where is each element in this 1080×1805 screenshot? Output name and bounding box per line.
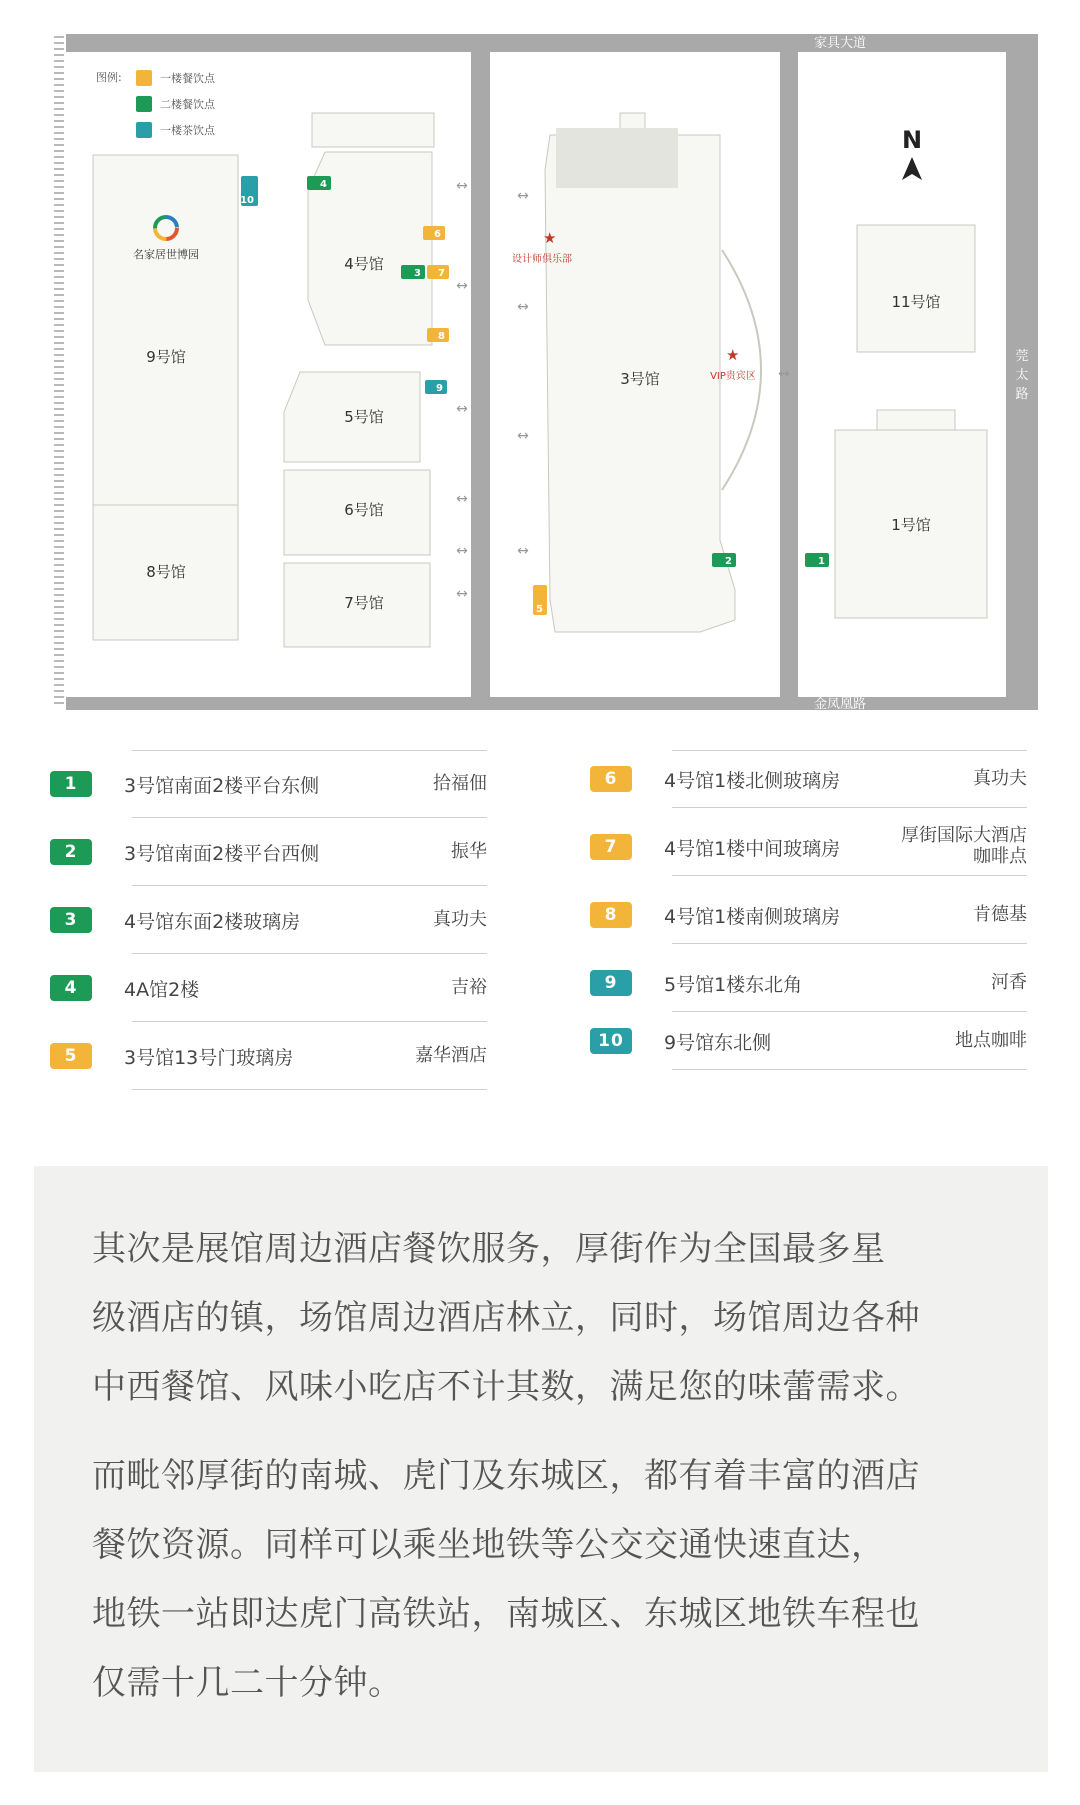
stripe	[54, 588, 64, 590]
stripe	[54, 558, 64, 560]
hall-3-label: 3号馆	[620, 370, 660, 388]
top-divider	[132, 750, 487, 751]
stripe	[54, 696, 64, 698]
stripe	[54, 510, 64, 512]
stripe	[54, 360, 64, 362]
stripe	[54, 330, 64, 332]
stripe	[54, 270, 64, 272]
stripe	[54, 624, 64, 626]
restaurant-name-line: 拾福佃	[433, 772, 487, 794]
marker-number: 1	[818, 556, 825, 567]
double-arrow-icon: ↔	[456, 278, 468, 294]
stripe	[54, 660, 64, 662]
stripe	[54, 132, 64, 134]
stripe	[54, 516, 64, 518]
stripe	[54, 210, 64, 212]
restaurant-name-line: 真功夫	[973, 767, 1027, 789]
double-arrow-icon: ↔	[517, 543, 529, 559]
stripe	[54, 426, 64, 428]
stripe	[54, 96, 64, 98]
stripe	[54, 150, 64, 152]
stripe	[54, 324, 64, 326]
stripe	[54, 408, 64, 410]
stripe	[54, 420, 64, 422]
stripe	[54, 690, 64, 692]
panel-line: 而毗邻厚街的南城、虎门及东城区，都有着丰富的酒店	[92, 1456, 920, 1496]
panel-line: 中西餐馆、风味小吃店不计其数，满足您的味蕾需求。	[92, 1367, 920, 1407]
legend-floor1-food: 一楼餐饮点	[160, 72, 215, 85]
restaurant-name	[433, 910, 487, 931]
marker-1-icon	[805, 553, 829, 567]
brand-name: 名家居世博园	[133, 248, 199, 261]
stripe	[54, 396, 64, 398]
hall-4-label: 4号馆	[344, 255, 384, 273]
marker-number: 7	[438, 268, 445, 279]
restaurant-badge-icon: 6	[590, 766, 632, 792]
restaurant-name-line: 嘉华酒店	[415, 1044, 487, 1066]
stripe	[54, 84, 64, 86]
stripe	[54, 288, 64, 290]
stripe	[54, 318, 64, 320]
stripe	[54, 138, 64, 140]
restaurant-name-line: 振华	[451, 840, 487, 862]
legend-row	[50, 750, 487, 818]
restaurant-name	[973, 769, 1027, 790]
restaurant-name	[415, 1046, 487, 1067]
restaurant-name	[955, 1031, 1027, 1052]
stripe	[54, 168, 64, 170]
stripe	[54, 438, 64, 440]
hall-4a	[312, 113, 434, 147]
stripe	[54, 456, 64, 458]
marker-number: 4	[320, 179, 327, 190]
restaurant-name-line: 河香	[991, 971, 1027, 993]
panel-line: 地铁一站即达虎门高铁站，南城区、东城区地铁车程也	[92, 1594, 920, 1634]
double-arrow-icon: ↔	[456, 543, 468, 559]
double-arrow-icon: ↔	[517, 299, 529, 315]
row-divider	[672, 875, 1027, 876]
stripe	[54, 504, 64, 506]
stripe	[54, 432, 64, 434]
restaurant-name-line: 咖啡点	[973, 846, 1027, 867]
hall-7-label: 7号馆	[344, 594, 384, 612]
road-top-label: 家具大道	[813, 36, 867, 51]
stripe	[54, 618, 64, 620]
restaurant-badge-icon: 9	[590, 970, 632, 996]
location-desc: 4号馆1楼南侧玻璃房	[664, 905, 841, 928]
location-desc: 3号馆13号门玻璃房	[124, 1046, 294, 1069]
panel-line: 其次是展馆周边酒店餐饮服务，厚街作为全国最多星	[92, 1229, 886, 1269]
north-label: N	[901, 126, 923, 154]
stripe	[54, 702, 64, 704]
stripe	[54, 636, 64, 638]
road-right-label-2: 太	[1015, 368, 1029, 383]
location-desc: 4A馆2楼	[124, 978, 200, 1001]
restaurant-name	[451, 842, 487, 863]
stripe	[54, 594, 64, 596]
legend-row	[50, 954, 487, 1022]
marker-number: 2	[725, 556, 732, 567]
stripe	[54, 654, 64, 656]
hall-11	[857, 225, 975, 352]
stripe	[54, 252, 64, 254]
location-desc: 5号馆1楼东北角	[664, 973, 803, 996]
stripe	[54, 36, 64, 38]
stripe	[54, 678, 64, 680]
stripe	[54, 492, 64, 494]
stripe	[54, 486, 64, 488]
stripe	[54, 576, 64, 578]
star-icon: ★	[543, 229, 557, 247]
hall-8-label: 8号馆	[146, 563, 186, 581]
restaurant-badge-icon: 4	[50, 975, 92, 1001]
stripe	[54, 372, 64, 374]
paragraph-1	[92, 1215, 1002, 1422]
double-arrow-icon: ↔	[456, 178, 468, 194]
stripe	[54, 234, 64, 236]
panel-line: 级酒店的镇，场馆周边酒店林立，同时，场馆周边各种	[92, 1298, 920, 1338]
stripe	[54, 342, 64, 344]
legend-row	[50, 886, 487, 954]
stripe	[54, 582, 64, 584]
restaurant-name	[901, 826, 1027, 867]
stripe	[54, 336, 64, 338]
vip-label: VIP贵宾区	[710, 371, 756, 382]
legend-floor1-tea-icon	[136, 122, 152, 138]
stripe	[54, 600, 64, 602]
stripe	[54, 666, 64, 668]
stripe	[54, 672, 64, 674]
row-divider	[672, 943, 1027, 944]
restaurant-name	[451, 978, 487, 999]
info-panel	[34, 1166, 1048, 1772]
restaurant-badge-icon: 2	[50, 839, 92, 865]
stripe	[54, 648, 64, 650]
stripe	[54, 390, 64, 392]
stripe	[54, 204, 64, 206]
location-desc: 4号馆1楼中间玻璃房	[664, 837, 841, 860]
marker-number: 3	[414, 268, 421, 279]
stripe	[54, 228, 64, 230]
location-desc: 3号馆南面2楼平台东侧	[124, 774, 320, 797]
stripe	[54, 72, 64, 74]
paragraph-2	[92, 1442, 1002, 1718]
designer-club-label: 设计师俱乐部	[512, 254, 572, 265]
restaurant-badge-icon: 10	[590, 1028, 632, 1054]
stripe	[54, 564, 64, 566]
double-arrow-icon: ↔	[778, 366, 790, 382]
road-right-label-1: 莞	[1015, 349, 1029, 364]
stripe	[54, 384, 64, 386]
hall-11-label: 11号馆	[891, 293, 941, 311]
stripe	[54, 684, 64, 686]
marker-number: 9	[436, 383, 443, 394]
marker-number: 5	[536, 604, 543, 615]
legend-floor1-tea: 一楼茶饮点	[160, 124, 215, 137]
double-arrow-icon: ↔	[517, 428, 529, 444]
stripe	[54, 90, 64, 92]
restaurant-name	[991, 973, 1027, 994]
location-desc: 9号馆东北侧	[664, 1031, 772, 1054]
venue-map	[0, 0, 1080, 730]
stripe	[54, 300, 64, 302]
restaurant-badge-icon: 5	[50, 1043, 92, 1069]
stripe	[54, 42, 64, 44]
marker-number: 10	[240, 195, 254, 206]
marker-3-icon	[401, 265, 425, 279]
stripe	[54, 222, 64, 224]
stripe	[54, 528, 64, 530]
stripe	[54, 162, 64, 164]
stripe	[54, 444, 64, 446]
legend-row	[590, 818, 1027, 876]
stripe	[54, 414, 64, 416]
stripe	[54, 642, 64, 644]
stripe	[54, 570, 64, 572]
hall-3-annex	[556, 128, 678, 188]
stripe	[54, 402, 64, 404]
double-arrow-icon: ↔	[456, 491, 468, 507]
stripe	[54, 552, 64, 554]
row-divider	[672, 807, 1027, 808]
panel-line: 餐饮资源。同样可以乘坐地铁等公交交通快速直达，	[92, 1525, 886, 1565]
legend-floor2-food-icon	[136, 96, 152, 112]
stripe	[54, 630, 64, 632]
stripe	[54, 462, 64, 464]
stripe	[54, 102, 64, 104]
legend-floor1-food-icon	[136, 70, 152, 86]
double-arrow-icon: ↔	[456, 586, 468, 602]
marker-number: 8	[438, 331, 445, 342]
restaurant-name-line: 真功夫	[433, 908, 487, 930]
marker-4-icon	[307, 176, 331, 190]
stripe	[54, 498, 64, 500]
legend-floor2-food: 二楼餐饮点	[160, 98, 215, 111]
hall-9-label: 9号馆	[146, 348, 186, 366]
stripe	[54, 240, 64, 242]
stripe	[54, 378, 64, 380]
restaurant-badge-icon: 7	[590, 834, 632, 860]
marker-number: 6	[434, 229, 441, 240]
stripe	[54, 108, 64, 110]
stripe	[54, 606, 64, 608]
stripe	[54, 312, 64, 314]
restaurant-badge-icon: 3	[50, 907, 92, 933]
stripe	[54, 120, 64, 122]
location-desc: 4号馆1楼北侧玻璃房	[664, 769, 841, 792]
stripe	[54, 276, 64, 278]
stripe	[54, 522, 64, 524]
stripe	[54, 78, 64, 80]
restaurant-name-line: 地点咖啡	[955, 1029, 1027, 1051]
stripe	[54, 174, 64, 176]
road-bottom-label: 金凤凰路	[813, 697, 867, 712]
striped-edge	[52, 34, 66, 710]
stripe	[54, 114, 64, 116]
stripe	[54, 294, 64, 296]
legend-row	[590, 1012, 1027, 1070]
restaurant-name-line: 吉裕	[451, 976, 487, 998]
hall-9	[93, 155, 238, 505]
stripe	[54, 48, 64, 50]
stripe	[54, 468, 64, 470]
restaurant-name	[973, 905, 1027, 926]
double-arrow-icon: ↔	[456, 401, 468, 417]
hall-1-annex	[877, 410, 955, 430]
stripe	[54, 306, 64, 308]
row-divider	[672, 1069, 1027, 1070]
restaurant-name-line: 厚街国际大酒店	[901, 825, 1027, 847]
stripe	[54, 192, 64, 194]
stripe	[54, 258, 64, 260]
stripe	[54, 348, 64, 350]
stripe	[54, 546, 64, 548]
stripe	[54, 450, 64, 452]
restaurant-badge-icon: 1	[50, 771, 92, 797]
restaurant-name	[433, 774, 487, 795]
stripe	[54, 180, 64, 182]
stripe	[54, 66, 64, 68]
panel-line: 仅需十几二十分钟。	[92, 1663, 403, 1703]
stripe	[54, 144, 64, 146]
stripe	[54, 366, 64, 368]
restaurant-badge-icon: 8	[590, 902, 632, 928]
restaurant-legend	[0, 750, 1080, 1120]
hall-1-label: 1号馆	[891, 516, 931, 534]
stripe	[54, 216, 64, 218]
legend-row	[590, 886, 1027, 944]
stripe	[54, 264, 64, 266]
hall-6-label: 6号馆	[344, 501, 384, 519]
location-desc: 4号馆东面2楼玻璃房	[124, 910, 301, 933]
top-divider	[672, 750, 1027, 751]
stripe	[54, 246, 64, 248]
restaurant-name-line: 肯德基	[973, 903, 1027, 925]
legend-row	[50, 1022, 487, 1090]
stripe	[54, 612, 64, 614]
star-icon: ★	[726, 346, 740, 364]
stripe	[54, 54, 64, 56]
location-desc: 3号馆南面2楼平台西侧	[124, 842, 320, 865]
marker-2-icon	[712, 553, 736, 567]
stripe	[54, 126, 64, 128]
stripe	[54, 198, 64, 200]
stripe	[54, 60, 64, 62]
legend-row	[590, 954, 1027, 1012]
double-arrow-icon: ↔	[517, 188, 529, 204]
legend-row	[590, 750, 1027, 808]
stripe	[54, 282, 64, 284]
map-legend-title: 图例:	[96, 71, 122, 84]
stripe	[54, 540, 64, 542]
stripe	[54, 354, 64, 356]
hall-5-label: 5号馆	[344, 408, 384, 426]
stripe	[54, 186, 64, 188]
road-right-label-3: 路	[1015, 387, 1029, 402]
stripe	[54, 534, 64, 536]
stripe	[54, 480, 64, 482]
legend-row	[50, 818, 487, 886]
row-divider	[132, 1089, 487, 1090]
stripe	[54, 156, 64, 158]
stripe	[54, 474, 64, 476]
